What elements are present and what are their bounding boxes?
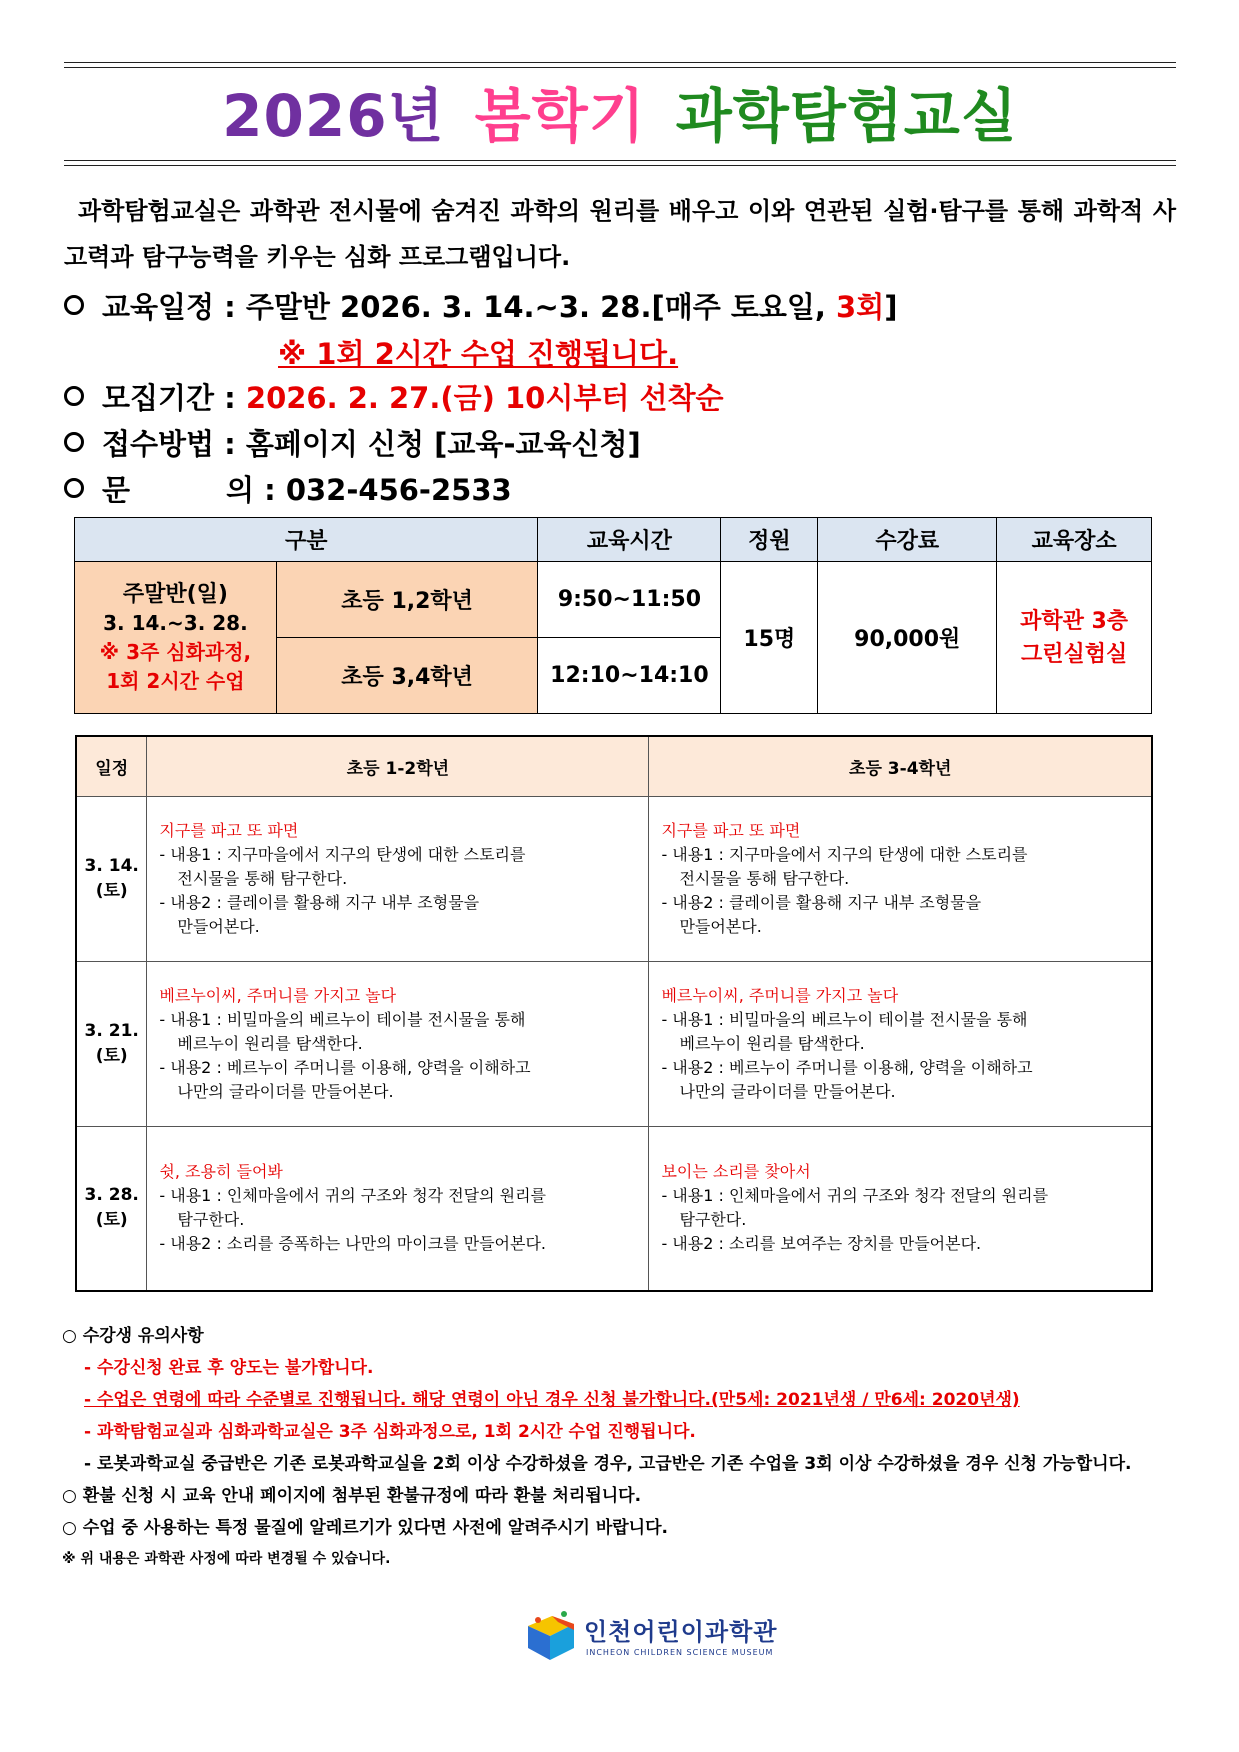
lesson-line [159,1184,636,1232]
info-colon: : [224,290,236,324]
lesson-title: 쉿, 조용히 들어봐 [159,1162,283,1182]
lesson-text: 전시물을 통해 탐구한다. [177,868,348,888]
note-text: - 수업은 연령에 따라 수준별로 진행됩니다. 해당 연령이 아닌 경우 신청 불가합니다.(만5세: 2021년생 / 만6세: 2020년생) [84,1390,1020,1410]
lesson-cell [649,796,1152,961]
lesson-line [159,1056,636,1104]
place-cell [997,562,1152,714]
lesson-text: 베르누이 원리를 탐색한다. [177,1033,363,1053]
date-cell [76,1126,147,1291]
lesson-text: - 내용2 : 클레이를 활용해 지구 내부 조형물을 [661,892,982,912]
table-row [76,796,1152,961]
lesson-text: 탐구한다. [177,1210,245,1230]
col-place: 교육장소 [997,518,1152,562]
lesson-title: 지구를 파고 또 파면 [661,820,801,840]
date-cell [76,796,147,961]
lesson-text: - 내용1 : 인체마을에서 귀의 구조와 청각 전달의 원리를 [661,1186,1049,1206]
lesson-text: - 내용2 : 베르누이 주머니를 이용해, 양력을 이해하고 [661,1057,1033,1077]
col-date: 일정 [76,736,147,796]
lesson-line [661,1008,1139,1056]
info-recruit-label: 모집기간 [102,381,215,415]
lesson-line: - 내용2 : 소리를 보여주는 장치를 만들어본다. [661,1234,982,1254]
col-grade-1-2: 초등 1-2학년 [147,736,649,796]
info-contact-label-b: 의 [225,473,254,507]
class-dates: 3. 14.~3. 28. [103,610,248,635]
info-colon: : [224,381,236,415]
weekday-text: (토) [95,1045,128,1066]
class-name: 주말반(일) [122,581,228,607]
col-capacity: 정원 [721,518,818,562]
class-info-cell [75,562,277,714]
table-row [76,1126,1152,1291]
lesson-cell [649,1126,1152,1291]
info-schedule [64,287,897,327]
page-title [64,78,1176,154]
class-note: ※ 3주 심화과정, [99,639,252,664]
lesson-title: 지구를 파고 또 파면 [159,820,299,840]
lesson-line [159,891,636,939]
lesson-cell [147,796,649,961]
lesson-line [661,1056,1139,1104]
lesson-cell [147,961,649,1126]
info-colon: : [264,473,276,507]
date-text: 3. 21. [84,1020,139,1041]
circle-bullet-icon [64,432,84,452]
table-row [75,562,1152,638]
notes-heading: ○ 수강생 유의사항 [62,1326,204,1346]
info-method [64,424,641,464]
note-allergy: ○ 수업 중 사용하는 특정 물질에 알레르기가 있다면 사전에 알려주시기 바랍니다. [62,1518,668,1538]
info-recruit [64,378,724,418]
title-year: 2026년 [222,82,445,150]
title-season: 봄학기 [474,82,646,150]
info-recruit-value: 2026. 2. 27.(금) 10시부터 선착순 [245,381,724,415]
lesson-line [159,843,636,891]
info-schedule-value: 주말반 2026. 3. 14.~3. 28.[매주 토요일, [245,290,837,324]
lesson-text: - 내용1 : 지구마을에서 지구의 탄생에 대한 스토리를 [661,844,1028,864]
class-note: 1회 2시간 수업 [106,668,245,693]
info-schedule-suffix: ] [884,290,898,324]
lesson-text: - 내용1 : 인체마을에서 귀의 구조와 청각 전달의 원리를 [159,1186,547,1206]
note-item: - 과학탐험교실과 심화과학교실은 3주 심화과정으로, 1회 2시간 수업 진행됩니다. [84,1422,696,1442]
intro-paragraph: 과학탐험교실은 과학관 전시물에 숨겨진 과학의 원리를 배우고 이와 연관된 실험·탐구를 통해 과학적 사고력과 탐구능력을 키우는 심화 프로그램입니다. [64,197,1176,271]
note-refund: ○ 환불 신청 시 교육 안내 페이지에 첨부된 환불규정에 따라 환불 처리됩니다. [62,1486,642,1506]
info-contact-value: 032-456-2533 [285,473,512,507]
lesson-text: 나만의 글라이더를 만들어본다. [679,1081,896,1101]
grade-cell: 초등 1,2학년 [276,562,538,638]
weekday-text: (토) [95,1210,128,1231]
info-schedule-note: ※ 1회 2시간 수업 진행됩니다. [278,337,679,371]
place-line: 그린실험실 [1020,641,1128,667]
lesson-text: 전시물을 통해 탐구한다. [679,868,850,888]
lesson-title: 베르누이씨, 주머니를 가지고 놀다 [159,985,397,1005]
lesson-line [661,891,1139,939]
lesson-title: 보이는 소리를 찾아서 [661,1162,811,1182]
time-cell: 12:10~14:10 [538,638,721,714]
title-program: 과학탐험교실 [675,82,1018,150]
lesson-text: 만들어본다. [177,916,260,936]
info-contact-label-a: 문 [102,473,131,507]
capacity-cell: 15명 [721,562,818,714]
grade-cell: 초등 3,4학년 [276,638,538,714]
lesson-text: - 내용1 : 비밀마을의 베르누이 테이블 전시물을 통해 [159,1009,526,1029]
museum-logo [522,1608,778,1670]
info-schedule-count: 3회 [836,290,885,324]
date-text: 3. 28. [84,1185,139,1206]
lesson-title: 베르누이씨, 주머니를 가지고 놀다 [661,985,899,1005]
circle-bullet-icon [64,386,84,406]
circle-bullet-icon [64,295,84,315]
col-category: 구분 [75,518,538,562]
lesson-cell [649,961,1152,1126]
info-method-label: 접수방법 [102,427,215,461]
lesson-text: - 내용2 : 베르누이 주머니를 이용해, 양력을 이해하고 [159,1057,531,1077]
logo-name: 인천어린이과학관 [584,1618,778,1646]
time-cell: 9:50~11:50 [538,562,721,638]
lesson-line [159,1008,636,1056]
note-item: - 수강신청 완료 후 양도는 불가합니다. [84,1358,374,1378]
info-schedule-label: 교육일정 [102,290,215,324]
note-item: - 로봇과학교실 중급반은 기존 로봇과학교실을 2회 이상 수강하셨을 경우, 고급반은 기존 수업을 3회 이상 수강하셨을 경우 신청 가능합니다. [84,1454,1132,1474]
info-method-value: 홈페이지 신청 [교육-교육신청] [245,427,641,461]
info-colon: : [224,427,236,461]
lesson-text: 나만의 글라이더를 만들어본다. [177,1081,394,1101]
lesson-text: 베르누이 원리를 탐색한다. [679,1033,865,1053]
lesson-line [661,1184,1139,1232]
lesson-line [661,843,1139,891]
date-cell [76,961,147,1126]
lesson-text: - 내용1 : 비밀마을의 베르누이 테이블 전시물을 통해 [661,1009,1028,1029]
title-rule-bottom [64,160,1176,166]
info-contact-label [102,470,254,510]
footnote: ※ 위 내용은 과학관 사정에 따라 변경될 수 있습니다. [62,1551,391,1567]
weekday-text: (토) [95,880,128,901]
table-row [76,961,1152,1126]
col-fee: 수강료 [818,518,997,562]
circle-bullet-icon [64,478,84,498]
lesson-cell [147,1126,649,1291]
cube-logo-icon [522,1608,580,1664]
title-rule-top [64,62,1176,68]
notes-section [62,1320,1182,1572]
schedule-table [75,735,1153,1292]
lesson-text: 만들어본다. [679,916,762,936]
course-table [74,517,1152,714]
lesson-text: - 내용1 : 지구마을에서 지구의 탄생에 대한 스토리를 [159,844,526,864]
note-item [62,1384,1182,1416]
schedule-table-header [76,736,1152,796]
col-time: 교육시간 [538,518,721,562]
lesson-text: - 내용2 : 클레이를 활용해 지구 내부 조형물을 [159,892,480,912]
lesson-text: 탐구한다. [679,1210,747,1230]
col-grade-3-4: 초등 3-4학년 [649,736,1152,796]
place-line: 과학관 3층 [1020,608,1129,634]
info-contact [64,470,512,510]
date-text: 3. 14. [84,855,139,876]
fee-cell: 90,000원 [818,562,997,714]
course-table-header [75,518,1152,562]
lesson-line: - 내용2 : 소리를 증폭하는 나만의 마이크를 만들어본다. [159,1234,547,1254]
logo-subtitle: INCHEON CHILDREN SCIENCE MUSEUM [586,1648,774,1657]
